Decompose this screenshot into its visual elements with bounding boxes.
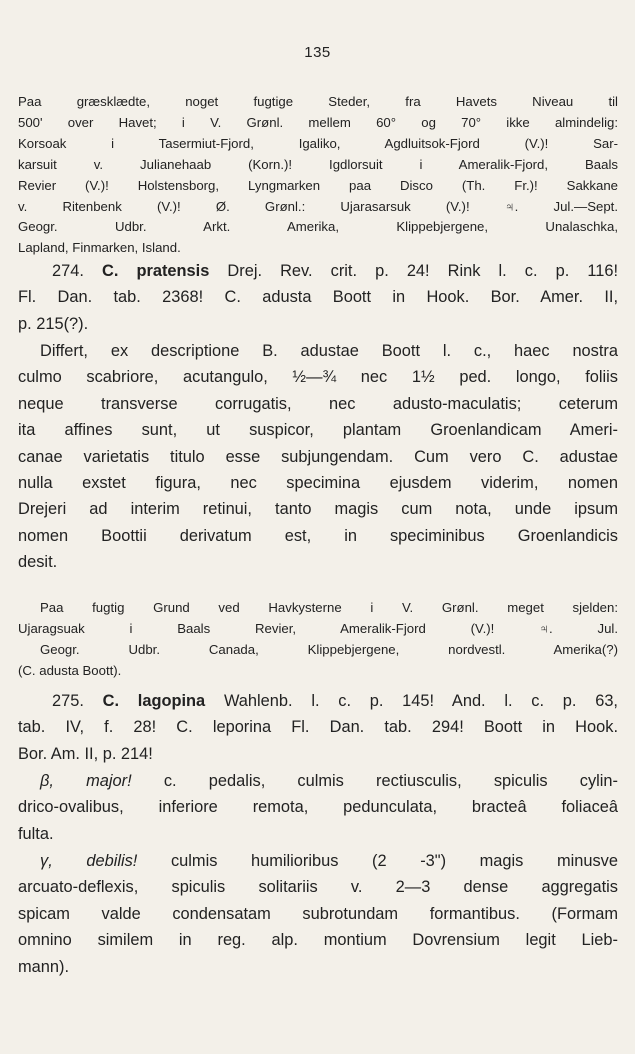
- species-citation: Wahlenb. l. c. p. 145! And. l. c. p. 63,: [223, 692, 618, 710]
- species-number: 275.: [52, 692, 84, 710]
- text-line: spicam valde condensatam subrotundam formantibus. (Formam: [18, 904, 618, 923]
- text-line: Paa fugtig Grund ved Havkysterne i V. Grønl. meget sjelden:: [40, 600, 618, 615]
- text-line: Geogr. Udbr. Canada, Klippebjergene, nordvestl. Amerika(?): [40, 641, 618, 657]
- species-274-description: [18, 338, 618, 576]
- text-line: fulta.: [18, 824, 54, 843]
- variety-gamma-line1: [18, 848, 618, 874]
- species-275-line1: [18, 688, 618, 714]
- text-line: nulla exstet figura, nec specimina ejusdem viderim, nomen: [18, 474, 618, 493]
- text-line: Drejeri ad interim retinui, tanto magis cum nota, unde ipsum: [18, 500, 618, 519]
- text-line: 500' over Havet; i V. Grønl. mellem 60° og 70° ikke almindelig:: [18, 114, 618, 130]
- text-line: mann).: [18, 957, 70, 976]
- species-274-line1: [18, 258, 618, 284]
- text-line: Fl. Dan. tab. 2368! C. adusta Boott in Hook. Bor. Amer. II,: [18, 288, 618, 307]
- species-275-header: [18, 688, 618, 767]
- text-line: omnino similem in reg. alp. montium Dovrensium legit Lieb-: [18, 931, 618, 950]
- species-name: C. lagopina: [102, 692, 206, 710]
- variety-label: major!: [86, 772, 132, 790]
- text-line: arcuato-deflexis, spiculis solitariis v. 2—3 dense aggregatis: [18, 878, 618, 897]
- text-line: nomen Boottii derivatum est, in speciminibus Groenlandicis: [18, 526, 618, 545]
- text-line: Korsoak i Tasermiut-Fjord, Igaliko, Agdluitsok-Fjord (V.)! Sar-: [18, 135, 618, 151]
- page-number: 135: [304, 44, 331, 61]
- text-line: Bor. Am. II, p. 214!: [18, 744, 153, 763]
- text-line: Differt, ex descriptione B. adustae Boott l. c., haec nostra: [40, 342, 618, 360]
- species-274-header: [18, 258, 618, 337]
- variety-beta: [18, 768, 618, 847]
- variety-symbol: γ,: [40, 852, 53, 870]
- variety-symbol: β,: [40, 772, 54, 790]
- variety-gamma: [18, 848, 618, 980]
- text-line: Geogr. Udbr. Arkt. Amerika, Klippebjergene, Unalaschka,: [18, 219, 618, 235]
- text-line: Revier (V.)! Holstensborg, Lyngmarken paa Disco (Th. Fr.)! Sakkane: [18, 177, 618, 193]
- text-line: drico-ovalibus, inferiore remota, pedunculata, bracteâ foliaceâ: [18, 798, 618, 817]
- text-line: Paa græsklædte, noget fugtige Steder, fra Havets Niveau til: [18, 94, 618, 109]
- text-line: neque transverse corrugatis, nec adusto-maculatis; ceterum: [18, 394, 618, 413]
- species-number: 274.: [52, 262, 84, 280]
- text-line: c. pedalis, culmis rectiusculis, spiculis cylin-: [163, 772, 618, 790]
- text-line: culmo scabriore, acutangulo, ½—¾ nec 1½ ped. longo, foliis: [18, 368, 618, 387]
- variety-beta-line1: [18, 768, 618, 794]
- species-name: C. pratensis: [101, 262, 210, 280]
- species-274-habitat: [18, 598, 618, 682]
- variety-label: debilis!: [86, 852, 138, 870]
- text-line: p. 215(?).: [18, 314, 89, 333]
- text-line: canae varietatis titulo esse subjungendam. Cum vero C. adustae: [18, 447, 618, 466]
- text-line: Lapland, Finmarken, Island.: [18, 240, 181, 256]
- text-line: v. Ritenbenk (V.)! Ø. Grønl.: Ujarasarsuk (V.)! ♃. Jul.—Sept.: [18, 198, 618, 214]
- text-line: (C. adusta Boott).: [18, 662, 122, 678]
- text-line: karsuit v. Julianehaab (Korn.)! Igdlorsuit i Ameralik-Fjord, Baals: [18, 156, 618, 172]
- text-line: tab. IV, f. 28! C. leporina Fl. Dan. tab. 294! Boott in Hook.: [18, 718, 618, 737]
- habitat-block-273: [18, 92, 618, 259]
- text-line: culmis humilioribus (2 -3") magis minusve: [170, 852, 618, 870]
- species-citation: Drej. Rev. crit. p. 24! Rink l. c. p. 116!: [227, 262, 619, 280]
- text-line: desit.: [18, 553, 58, 572]
- text-line: ita affines sunt, ut suspicor, plantam Groenlandicam Ameri-: [18, 421, 618, 440]
- text-line: Ujaragsuak i Baals Revier, Ameralik-Fjord (V.)! ♃. Jul.: [18, 620, 618, 636]
